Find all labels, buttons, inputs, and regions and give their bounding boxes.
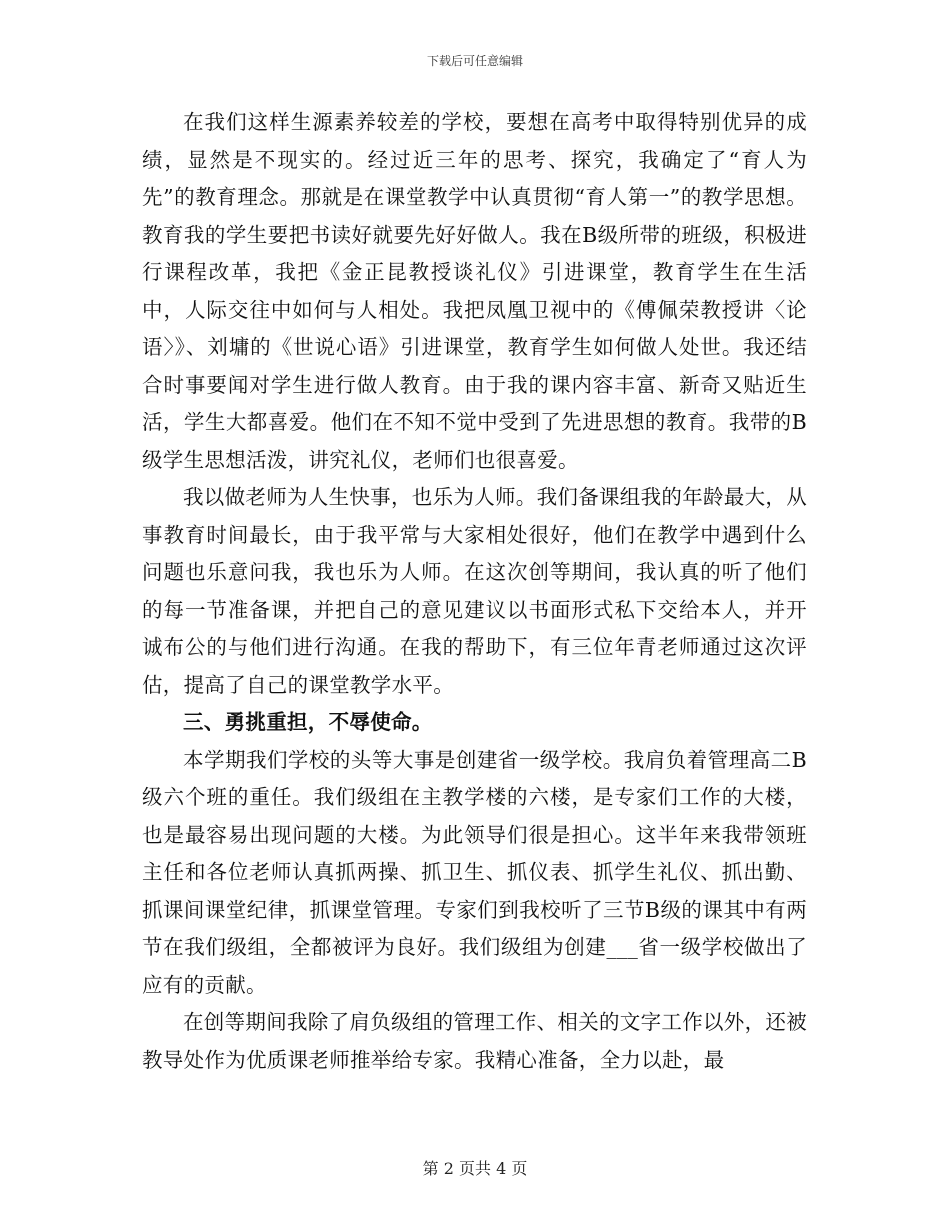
paragraph-4: 在创等期间我除了肩负级组的管理工作、相关的文字工作以外，还被教导处作为优质课老师推举给专家。我精心准备，全力以赴，最 (142, 1010, 807, 1072)
section-heading: 三、勇挑重担，不辱使命。 (183, 710, 433, 734)
page-footer: 第 2 页共 4 页 (422, 1159, 528, 1178)
paragraph-3: 本学期我们学校的头等大事是创建省一级学校。我肩负着管理高二B级六个班的重任。我们级组在主教学楼的六楼，是专家们工作的大楼，也是最容易出现问题的大楼。为此领导们很是担心。这半年来我带领班主任和各位老师认真抓两操、抓卫生、抓仪表、抓学生礼仪、抓出勤、抓课间课堂纪律，抓课堂管理。专家们到我校听了三节B级的课其中有两节在我们级组，全都被评为良好。我们级组为创建___省一级学校做出了应有的贡献。 (142, 747, 807, 997)
page-header: 下载后可任意编辑 (426, 54, 523, 68)
paragraph-2: 我以做老师为人生快事，也乐为人师。我们备课组我的年龄最大，从事教育时间最长，由于我平常与大家相处很好，他们在教学中遇到什么问题也乐意问我，我也乐为人师。在这次创等期间，我认真的听了他们的每一节准备课，并把自己的意见建议以书面形式私下交给本人，并开诚布公的与他们进行沟通。在我的帮助下，有三位年青老师通过这次评估，提高了自己的课堂教学水平。 (142, 485, 807, 697)
paragraph-1: 在我们这样生源素养较差的学校，要想在高考中取得特别优异的成绩，显然是不现实的。经过近三年的思考、探究，我确定了“育人为先”的教育理念。那就是在课堂教学中认真贯彻“育人第一”的教学思想。教育我的学生要把书读好就要先好好做人。我在B级所带的班级，积极进行课程改革，我把《金正昆教授谈礼仪》引进课堂，教育学生在生活中，人际交往中如何与人相处。我把凤凰卫视中的《傅佩荣教授讲〈论语〉》、刘墉的《世说心语》引进课堂，教育学生如何做人处世。我还结合时事要闻对学生进行做人教育。由于我的课内容丰富、新奇又贴近生活，学生大都喜爱。他们在不知不觉中受到了先进思想的教育。我带的B级学生思想活泼，讲究礼仪，老师们也很喜爱。 (142, 110, 807, 472)
document-body (142, 104, 807, 1079)
